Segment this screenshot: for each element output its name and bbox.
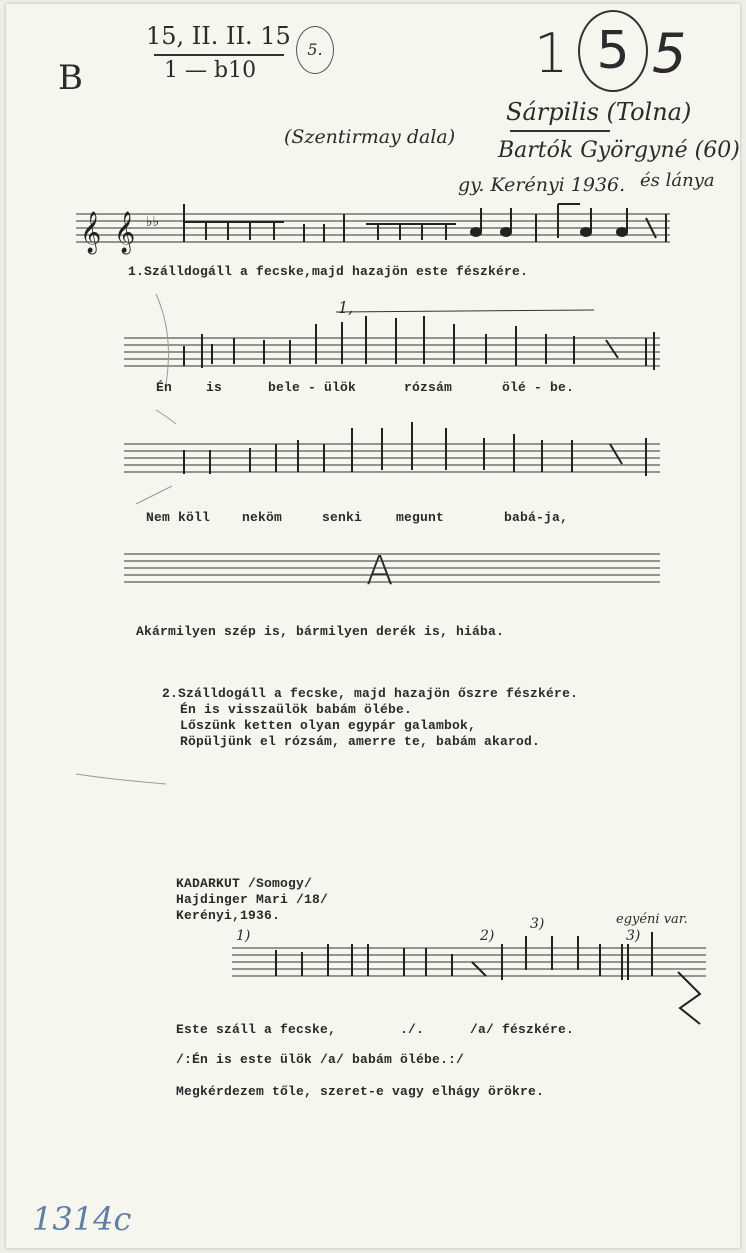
big-number-circle: 5	[578, 10, 648, 92]
verse-line: 2.Szálldogáll a fecske, majd hazajön őszre fészkére.	[162, 686, 579, 701]
lyric-word: Én	[156, 380, 173, 395]
lyric-line-1: 1.Szálldogáll a fecske,majd hazajön este fészkére.	[128, 264, 529, 279]
mark-2: 2)	[480, 928, 495, 944]
svg-text:♭♭: ♭♭	[146, 214, 160, 230]
svg-text:𝄞: 𝄞	[114, 212, 136, 253]
song-2-lyric-2: /:Én is este ülök /a/ babám ölébe.:/	[176, 1052, 465, 1067]
stray-marks	[76, 294, 176, 784]
informant-extra: és lánya	[640, 170, 715, 191]
reference-bottom: 1 — b10	[164, 58, 257, 83]
lyric-word: ölé - be.	[502, 380, 575, 395]
szentirmay-dala: (Szentirmay dala)	[284, 126, 456, 148]
staff-1	[76, 214, 670, 242]
mark-1: 1)	[236, 928, 251, 944]
informant-name: Bartók Györgyné (60)	[498, 138, 740, 163]
verse-line: Én is visszaülök babám ölébe.	[180, 702, 413, 717]
variant-note: egyéni var.	[616, 912, 688, 927]
lyric-word: bele - ülök	[268, 380, 357, 395]
reference-top: 15, II. II. 15	[146, 22, 291, 50]
title-line: Kerényi,1936.	[176, 908, 281, 923]
big-number-1: 1	[534, 22, 569, 85]
staff-2-notes	[184, 316, 654, 370]
staff-5-notes	[276, 932, 700, 1024]
verse-line: Röpüljünk el rózsám, amerre te, babám akarod.	[180, 734, 541, 749]
title-line: KADARKUT /Somogy/	[176, 876, 313, 891]
mark-4: 3)	[626, 928, 641, 944]
svg-text:𝄞: 𝄞	[80, 212, 102, 253]
lyric-word: megunt	[396, 510, 445, 525]
big-number-2: 5	[652, 22, 687, 85]
lyric-word: babá-ja,	[504, 510, 569, 525]
reference-circle: 5.	[296, 26, 334, 74]
staff-1-notes	[80, 204, 666, 254]
verse-line: Lőszünk ketten olyan egypár galambok,	[180, 718, 477, 733]
staff-2	[124, 338, 660, 366]
mark-3: 3)	[530, 916, 545, 932]
title-line: Hajdinger Mari /18/	[176, 892, 329, 907]
collector-name: gy. Kerényi 1936.	[458, 174, 626, 196]
letter-b: B	[58, 58, 83, 98]
catalog-number: 1314c	[32, 1200, 132, 1238]
manuscript-page	[6, 4, 740, 1248]
lyric-line-4: Akármilyen szép is, bármilyen derék is, hiába.	[136, 624, 505, 639]
lyric-word: Nem köll	[146, 510, 211, 525]
lyric-word: senki	[322, 510, 363, 525]
lyric-word: is	[206, 380, 223, 395]
lyric-word: /a/ fészkére.	[470, 1022, 575, 1037]
place-name: Sárpilis (Tolna)	[506, 98, 692, 126]
lyric-word: ./.	[400, 1022, 425, 1037]
song-2-lyric-3: Megkérdezem tőle, szeret-e vagy elhágy örökre.	[176, 1084, 545, 1099]
staff-4-mark: A	[366, 548, 394, 594]
lyric-word: Este száll a fecske,	[176, 1022, 337, 1037]
lyric-word: rózsám	[404, 380, 453, 395]
staff-3-notes	[184, 422, 646, 476]
staff-5	[232, 948, 706, 976]
lyric-word: neköm	[242, 510, 283, 525]
volta-line	[336, 310, 594, 312]
volta-number: 1,	[338, 298, 354, 317]
staff-3	[124, 444, 660, 472]
